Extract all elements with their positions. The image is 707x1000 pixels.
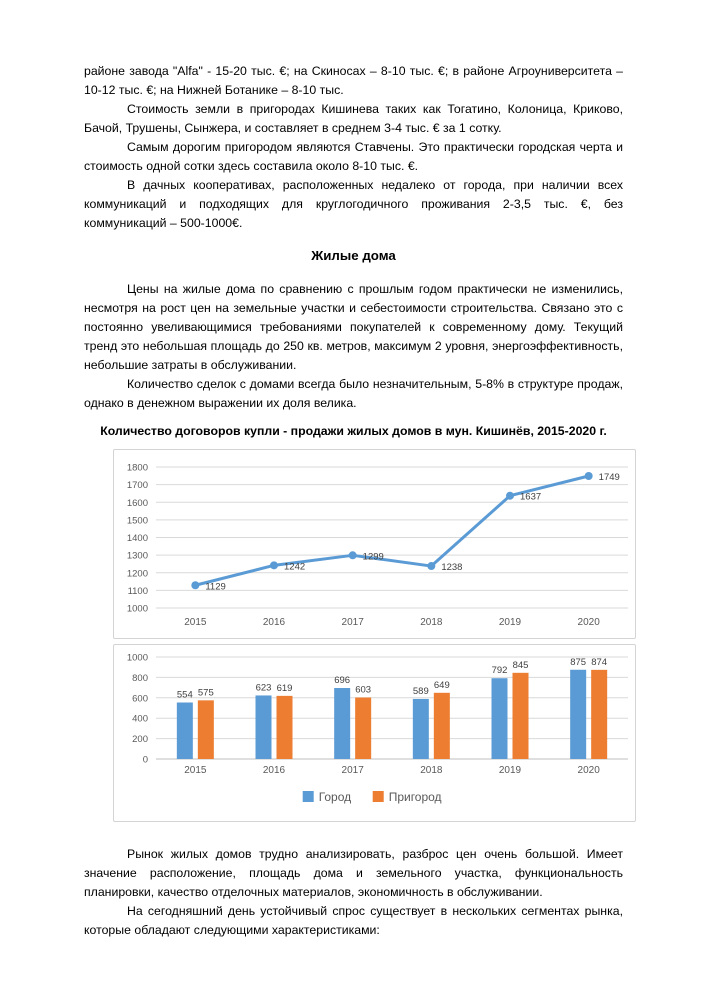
svg-text:2019: 2019 [498, 765, 522, 776]
svg-text:874: 874 [591, 656, 608, 668]
svg-text:2016: 2016 [262, 765, 286, 776]
svg-text:623: 623 [255, 682, 272, 694]
svg-text:2018: 2018 [420, 617, 443, 628]
svg-text:619: 619 [276, 682, 293, 694]
svg-text:603: 603 [355, 684, 372, 696]
svg-text:200: 200 [132, 734, 148, 746]
svg-text:875: 875 [570, 656, 587, 668]
svg-text:1000: 1000 [126, 603, 148, 615]
svg-text:2017: 2017 [341, 765, 364, 776]
paragraph-house-prices: Цены на жилые дома по сравнению с прошлым годом практически не изменились, несмотря на рост цен на земельные участки и себестоимости строительства. Связано это с постоянно увеливающимися требованиями покупателей к современному дому. Текущий тренд это небольшая площадь до 250 кв. метров, максимум 2 уровня, энергоэффективность, небольшие затраты в обслуживании. [84, 282, 623, 372]
svg-text:1100: 1100 [127, 585, 148, 597]
svg-text:1700: 1700 [126, 480, 148, 492]
svg-text:2015: 2015 [184, 617, 207, 628]
section-heading-residential-houses: Жилые дома [311, 248, 396, 263]
svg-text:1300: 1300 [126, 550, 148, 562]
paragraph-stable-demand: На сегодняшний день устойчивый спрос существует в нескольких сегментах рынка, которые обладают следующими характеристиками: [84, 904, 623, 937]
svg-text:1238: 1238 [441, 562, 463, 574]
paragraph-stavceni: Самым дорогим пригородом являются Ставчены. Это практически городская черта и стоимость одной сотки здесь составила около 8-10 тыс. €. [84, 140, 623, 173]
svg-text:2019: 2019 [498, 617, 522, 628]
svg-text:1500: 1500 [126, 515, 148, 527]
svg-text:2017: 2017 [341, 617, 364, 628]
paragraph-dacha-cooperatives: В дачных кооперативах, расположенных недалеко от города, при наличии всех коммуникаций и подходящих для круглогодичного проживания 2-3,5 тыс. €, без коммуникаций – 500-1000€. [84, 178, 623, 230]
bar-chart-city-vs-suburb [113, 644, 636, 822]
svg-text:0: 0 [142, 754, 148, 766]
svg-text:2020: 2020 [577, 765, 600, 776]
paragraph-suburb-land-prices: Стоимость земли в пригородах Кишинева таких как Тогатино, Колоница, Криково, Бачой, Трушены, Сынжера, и составляет в среднем 3-4 тыс. € за 1 сотку. [84, 102, 623, 135]
svg-text:Город: Город [318, 790, 352, 804]
svg-text:2016: 2016 [262, 617, 286, 628]
svg-text:1800: 1800 [126, 462, 148, 474]
svg-text:400: 400 [132, 713, 148, 725]
svg-text:1242: 1242 [284, 561, 306, 573]
svg-text:792: 792 [491, 665, 508, 677]
svg-text:696: 696 [334, 675, 351, 687]
svg-text:800: 800 [132, 672, 148, 684]
line-chart-house-sales [113, 449, 636, 639]
svg-text:2015: 2015 [184, 765, 207, 776]
svg-text:1400: 1400 [126, 533, 148, 544]
svg-text:649: 649 [433, 679, 450, 691]
svg-text:2020: 2020 [577, 617, 600, 628]
svg-text:1637: 1637 [520, 491, 542, 503]
svg-text:845: 845 [512, 659, 529, 671]
svg-text:1129: 1129 [205, 581, 226, 593]
svg-text:1000: 1000 [126, 652, 148, 664]
svg-text:575: 575 [197, 687, 214, 699]
svg-text:2018: 2018 [420, 765, 443, 776]
svg-text:1299: 1299 [362, 551, 384, 563]
paragraph-market-analysis: Рынок жилых домов трудно анализировать, разброс цен очень большой. Имеет значение расположение, площадь дома и земельного участка, функциональность планировки, качество отделочных материалов, экономичность в обслуживании. [84, 847, 623, 899]
chart-title: Количество договоров купли - продажи жилых домов в мун. Кишинёв, 2015-2020 г. [100, 424, 607, 438]
paragraph-land-prices-districts: районе завода "Alfa" - 15-20 тыс. €; на Скиносах – 8-10 тыс. €; в районе Агроуниверситета – 10-12 тыс. €; на Нижней Ботанике – 8-10 тыс. [84, 64, 623, 97]
svg-text:600: 600 [132, 693, 148, 705]
svg-text:589: 589 [412, 685, 429, 697]
svg-text:1600: 1600 [126, 497, 148, 509]
svg-text:554: 554 [176, 689, 193, 701]
svg-text:1749: 1749 [598, 471, 620, 483]
svg-text:1200: 1200 [126, 568, 148, 580]
paragraph-deal-share: Количество сделок с домами всегда было незначительным, 5-8% в структуре продаж, однако в денежном выражении их доля велика. [84, 377, 623, 410]
svg-text:Пригород: Пригород [388, 790, 442, 804]
